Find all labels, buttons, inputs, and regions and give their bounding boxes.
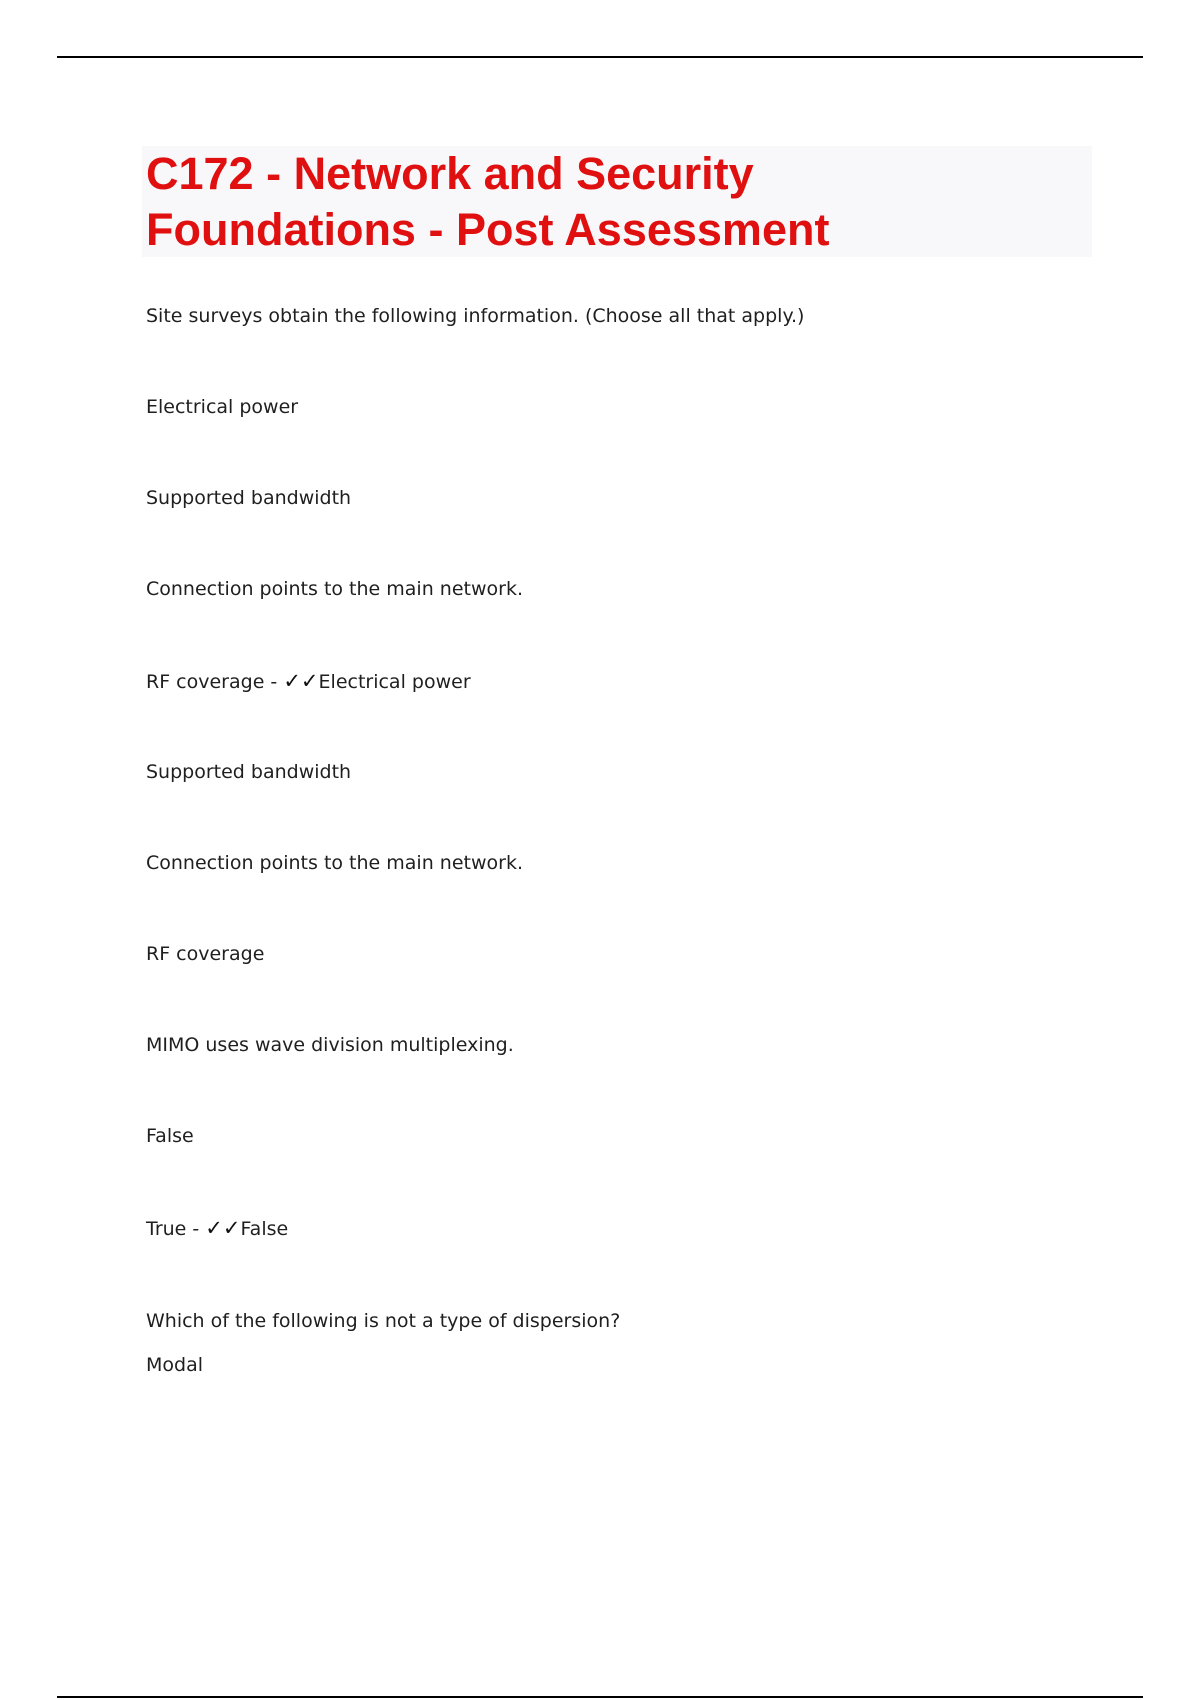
title-banner (142, 146, 1092, 257)
option-text: False (146, 1125, 194, 1147)
answer-value: Electrical power (318, 671, 471, 693)
option-text: Electrical power (146, 396, 299, 418)
question-mimo: MIMO uses wave division multiplexing. (146, 1034, 514, 1056)
answer-prefix: True - (146, 1218, 206, 1240)
question-site-surveys: Site surveys obtain the following information. (Choose all that apply.) (146, 305, 805, 327)
option-text: Modal (146, 1354, 203, 1376)
answer-value: False (240, 1218, 289, 1240)
answer-line (146, 1216, 288, 1241)
question-dispersion: Which of the following is not a type of dispersion? (146, 1310, 621, 1332)
option-text: Supported bandwidth (146, 487, 352, 509)
title-line-2: Foundations - Post Assessment (146, 204, 830, 255)
checkmark-icon: ✓✓ (205, 1216, 241, 1240)
top-rule (57, 56, 1143, 58)
answer-text: RF coverage (146, 943, 265, 965)
answer-text: Supported bandwidth (146, 761, 352, 783)
bottom-rule (57, 1696, 1143, 1698)
answer-text: Connection points to the main network. (146, 852, 523, 874)
answer-prefix: RF coverage - (146, 671, 284, 693)
answer-line (146, 669, 471, 694)
title-line-1: C172 - Network and Security (146, 148, 754, 199)
checkmark-icon: ✓✓ (283, 669, 319, 693)
document-title (142, 146, 1092, 258)
option-text: Connection points to the main network. (146, 578, 523, 600)
